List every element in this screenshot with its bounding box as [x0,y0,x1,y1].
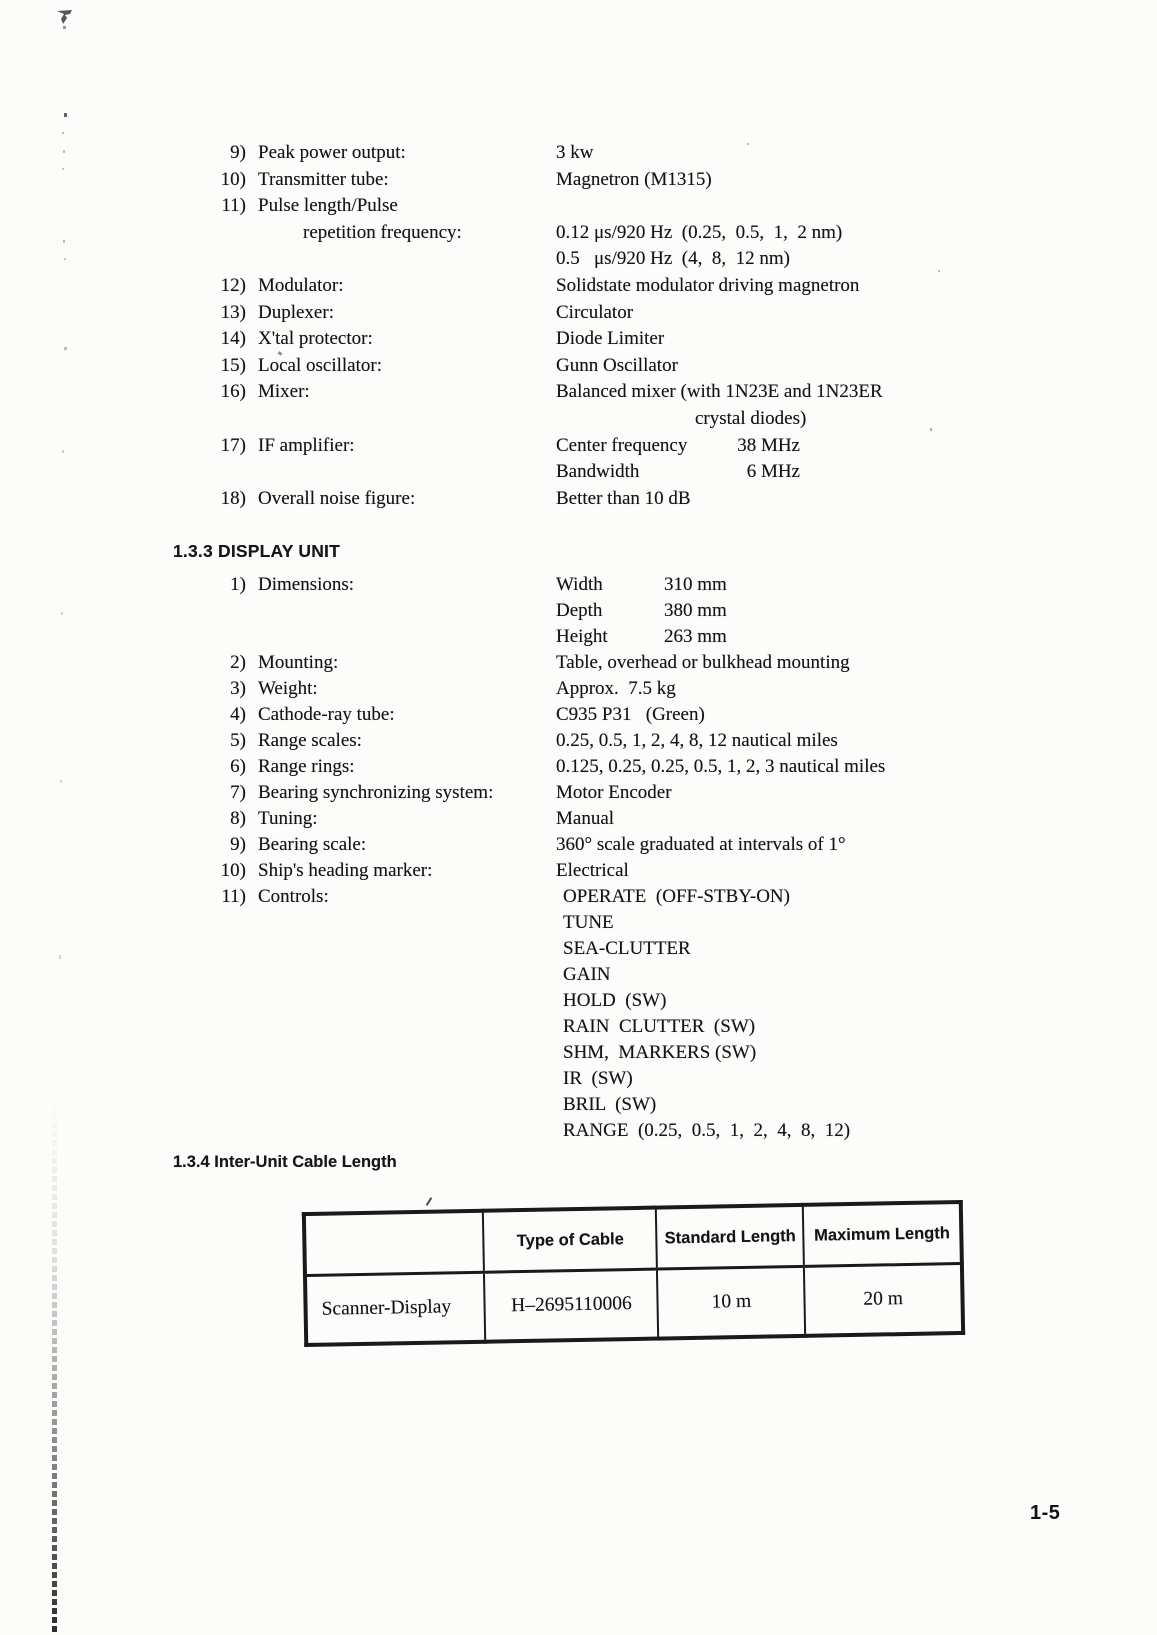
item-value: Diode Limiter [556,328,665,350]
item-number: 16) [220,381,246,403]
item-number: 11) [221,195,246,217]
spec-line [196,988,885,1014]
item-value: OPERATE (OFF-STBY-ON) [563,886,790,907]
value-sublabel: Bandwidth [556,461,640,483]
value-sublabel: Height [556,626,608,647]
spec-line [196,140,883,167]
item-label: Bearing synchronizing system: [258,782,494,803]
item-label: Modulator: [258,274,344,296]
spec-line [196,220,883,247]
item-label: Dimensions: [258,574,355,595]
item-label: Peak power output: [258,142,406,163]
binding-shadow [52,1095,57,1635]
item-value: Approx. 7.5 kg [556,678,676,699]
value-sublabel: Width [556,574,603,595]
scan-artifact [61,612,63,615]
spec-line [196,936,885,962]
item-label: Ship's heading marker: [258,860,433,881]
item-value: C935 P31 (Green) [556,704,705,725]
item-number: 9) [230,142,246,163]
value-subvalue: 38 MHz [737,434,800,456]
scan-artifact [63,240,65,243]
item-label: Controls: [258,886,329,907]
spec-line [196,624,885,650]
scan-artifact [60,780,62,783]
table-cell-type: H–2695110006 [484,1269,658,1342]
table-header-cell-standard: Standard Length [656,1205,804,1269]
item-number: 11) [221,886,246,907]
item-value [556,624,727,650]
item-value [556,598,727,624]
spec-line [196,1040,885,1066]
item-label: Tuning: [258,808,318,829]
item-value: 0.12 μs/920 Hz (0.25, 0.5, 1, 2 nm) [556,221,843,243]
spec-line [196,910,885,936]
value-subvalue: 380 mm [664,600,727,621]
item-number: 3) [230,678,246,699]
item-label: Range rings: [258,756,355,777]
item-label: Local oscillator: [258,354,382,376]
value-sublabel: Depth [556,600,603,621]
spec-line [196,246,883,273]
spec-line [196,193,883,220]
item-number: 17) [220,434,246,456]
item-number: 7) [230,782,246,803]
item-label: Weight: [258,678,318,699]
item-number: 14) [220,328,246,350]
item-value: SEA-CLUTTER [563,938,691,959]
table-cell-maximum: 20 m [804,1263,963,1335]
spec-line [196,326,883,353]
item-value: Magnetron (M1315) [556,168,712,190]
item-label: Pulse length/Pulse [258,195,398,217]
item-label: Mixer: [258,381,310,403]
item-value: BRIL (SW) [563,1094,657,1115]
item-label: Range scales: [258,730,362,751]
display-spec-list [196,572,885,1144]
item-value [556,572,727,598]
spec-line [196,459,883,486]
item-value: RANGE (0.25, 0.5, 1, 2, 4, 8, 12) [563,1120,851,1141]
table-header-cell-blank [304,1211,485,1276]
cable-length-heading: 1.3.4 Inter-Unit Cable Length [173,1153,397,1171]
spec-line [196,650,885,676]
item-number: 5) [230,730,246,751]
item-value: Motor Encoder [556,782,672,803]
scanner-spec-list [196,140,883,512]
item-value: Electrical [556,860,629,881]
spec-line [196,806,885,832]
item-number: 9) [230,834,246,855]
item-number: 2) [230,652,246,673]
item-label: X'tal protector: [258,328,373,350]
spec-line [196,300,883,327]
item-value: TUNE [563,912,614,933]
item-value: 0.125, 0.25, 0.25, 0.5, 1, 2, 3 nautical miles [556,756,886,777]
item-value [556,433,800,460]
spec-line [196,702,885,728]
item-label: IF amplifier: [258,434,355,456]
spec-line [196,406,883,433]
item-value: Manual [556,808,615,829]
item-value: 3 kw [556,142,594,163]
item-number: 10) [220,860,246,881]
spec-line [196,1014,885,1040]
item-value: Solidstate modulator driving magnetron [556,274,860,296]
spec-line [196,486,883,513]
item-label: Bearing scale: [258,834,367,855]
display-unit-heading: 1.3.3 DISPLAY UNIT [173,541,340,561]
item-value [556,459,800,486]
item-number: 6) [230,756,246,777]
item-value: RAIN CLUTTER (SW) [563,1016,756,1037]
item-number: 12) [220,274,246,296]
scan-artifact [59,955,61,959]
item-value: 0.5 μs/920 Hz (4, 8, 12 nm) [556,248,790,270]
spec-line [196,167,883,194]
item-value: IR (SW) [563,1068,633,1089]
item-number: 10) [220,168,246,190]
spec-line [196,962,885,988]
table-cell-standard: 10 m [657,1266,805,1338]
scan-artifact-stamp [55,8,79,45]
item-number: 8) [230,808,246,829]
table-header-cell-type: Type of Cable [483,1208,657,1273]
spec-line [196,379,883,406]
table-header-cell-maximum: Maximum Length [803,1202,962,1266]
value-subvalue: 310 mm [664,574,727,595]
cable-table [302,1200,965,1347]
value-sublabel: Center frequency [556,434,688,456]
item-value: Circulator [556,301,634,323]
spec-line [196,1092,885,1118]
item-label: Cathode-ray tube: [258,704,395,725]
item-number: 13) [220,301,246,323]
item-number: 4) [230,704,246,725]
item-value: Balanced mixer (with 1N23E and 1N23ER [556,381,883,403]
scan-artifact [930,428,932,431]
scan-artifact [63,150,65,153]
scan-artifact [62,168,64,170]
spec-line [196,728,885,754]
item-value: Gunn Oscillator [556,354,678,376]
item-value: Table, overhead or bulkhead mounting [556,652,850,673]
item-number: 1) [230,574,246,595]
spec-line [196,1066,885,1092]
item-value: Better than 10 dB [556,487,691,509]
spec-line [196,433,883,460]
page-number: 1-5 [1030,1502,1061,1524]
item-value: GAIN [563,964,611,985]
item-label: Transmitter tube: [258,168,389,190]
spec-line [196,353,883,380]
spec-line [196,1118,885,1144]
cable-table-wrap [302,1200,965,1347]
scan-artifact [62,450,64,453]
spec-line [196,273,883,300]
item-value: crystal diodes) [695,407,807,429]
scan-artifact [64,258,66,260]
item-value: SHM, MARKERS (SW) [563,1042,757,1063]
item-label: Duplexer: [258,301,334,323]
table-cell-unit: Scanner-Display [305,1272,486,1345]
item-number: 15) [220,354,246,376]
item-label: Mounting: [258,652,339,673]
table-row [305,1263,963,1345]
item-number: 18) [220,487,246,509]
spec-line [196,754,885,780]
spec-line [196,598,885,624]
scan-artifact [64,347,67,350]
spec-line [196,832,885,858]
item-value: HOLD (SW) [563,990,667,1011]
scan-artifact [62,132,64,134]
item-label: repetition frequency: [303,221,462,243]
scan-artifact [426,1197,432,1206]
spec-line [196,676,885,702]
spec-line [196,780,885,806]
scan-artifact [938,270,940,272]
scan-artifact [64,113,67,117]
spec-line [196,858,885,884]
item-label: Overall noise figure: [258,487,416,509]
item-value: 360° scale graduated at intervals of 1° [556,834,846,855]
spec-line [196,572,885,598]
spec-line [196,884,885,910]
value-subvalue: 263 mm [664,626,727,647]
value-subvalue: 6 MHz [746,461,800,483]
item-value: 0.25, 0.5, 1, 2, 4, 8, 12 nautical miles [556,730,838,751]
